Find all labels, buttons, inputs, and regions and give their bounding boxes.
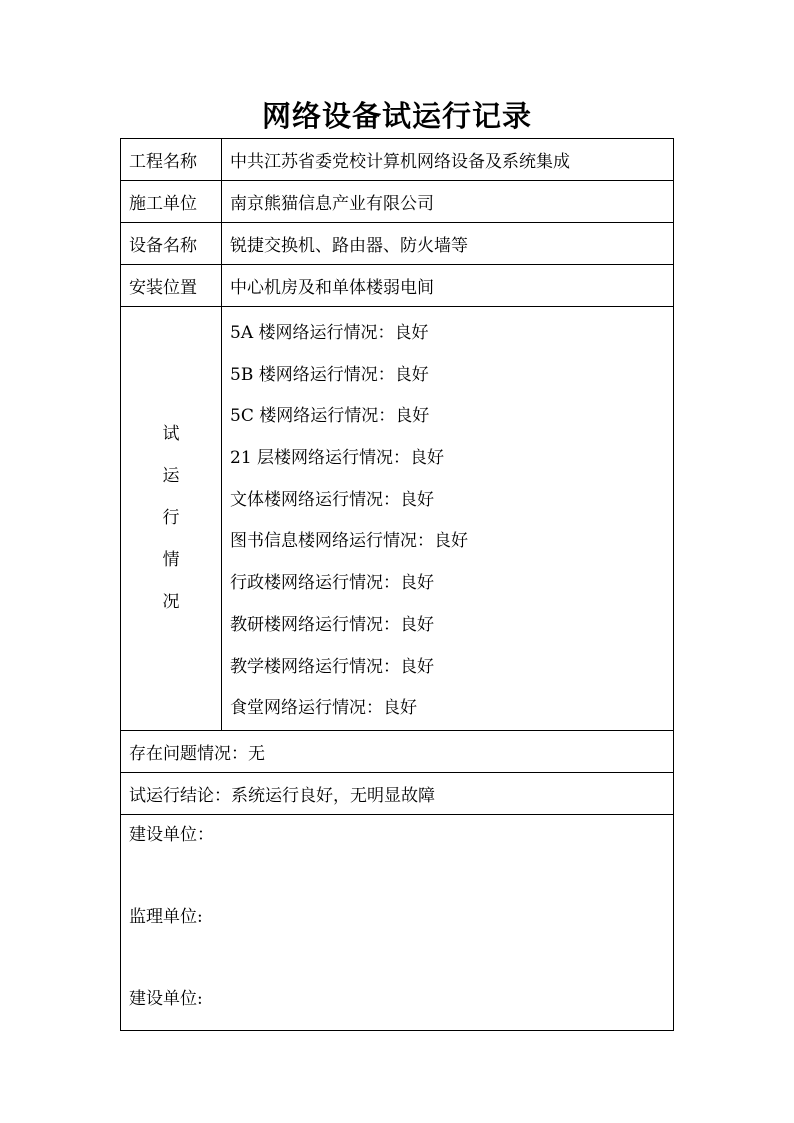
conclusion-text: 试运行结论：系统运行良好，无明显故障 [121,772,674,814]
trial-run-label [121,307,222,731]
status-item: 5A 楼网络运行情况：良好 [230,323,429,343]
trial-run-label-char: 运 [162,466,180,487]
issues-text: 存在问题情况：无 [121,730,674,772]
field-value: 南京熊猫信息产业有限公司 [222,181,674,223]
issues-row [121,730,674,772]
status-item: 图书信息楼网络运行情况：良好 [230,531,468,552]
field-row-project [121,139,674,181]
trial-run-status-list [222,307,674,731]
status-item: 食堂网络运行情况：良好 [230,698,417,719]
status-item: 行政楼网络运行情况：良好 [230,573,434,594]
trial-run-label-char: 行 [162,508,180,529]
signature-supervision-unit: 监理单位: [129,906,203,927]
field-value: 中共江苏省委党校计算机网络设备及系统集成 [222,139,674,181]
signature-owner-unit: 建设单位： [129,824,214,845]
status-item: 教学楼网络运行情况：良好 [230,656,434,677]
field-label: 安装位置 [121,265,222,307]
document-title: 网络设备试运行记录 [261,99,532,133]
trial-run-label-char: 试 [162,424,180,445]
field-value: 锐捷交换机、路由器、防火墙等 [222,223,674,265]
field-row-location [121,265,674,307]
trial-run-label-char: 情 [162,550,180,571]
status-item: 5C 楼网络运行情况：良好 [230,406,430,427]
trial-run-row [121,307,674,731]
trial-run-label-char: 况 [162,592,180,613]
field-label: 工程名称 [121,139,222,181]
status-item: 21 层楼网络运行情况：良好 [230,448,445,469]
record-table [120,138,674,1031]
status-item: 教研楼网络运行情况：良好 [230,614,434,635]
field-row-equipment [121,223,674,265]
conclusion-row [121,772,674,814]
signature-row [121,814,674,1030]
status-item: 文体楼网络运行情况：良好 [230,489,434,510]
status-item: 5B 楼网络运行情况：良好 [230,364,429,385]
signature-block [121,814,674,1030]
signature-owner-unit-2: 建设单位: [129,988,203,1009]
field-row-contractor [121,181,674,223]
field-label: 施工单位 [121,181,222,223]
field-value: 中心机房及和单体楼弱电间 [222,265,674,307]
field-label: 设备名称 [121,223,222,265]
